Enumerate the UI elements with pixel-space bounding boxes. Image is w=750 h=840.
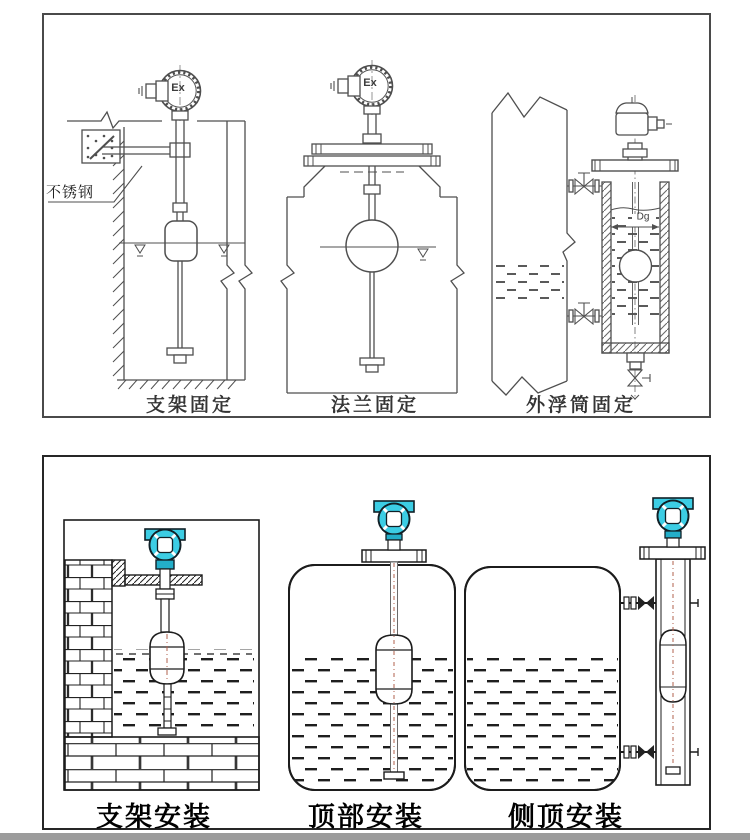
ex-marking-bracket: Ex: [171, 82, 185, 94]
valve-bottom: [567, 303, 602, 324]
chamber-head: [592, 97, 678, 171]
bottom-edge-strip: [0, 833, 750, 840]
float-chamber: [602, 182, 669, 353]
float-ball: [346, 220, 398, 272]
flange: [640, 547, 705, 559]
valve-top: [567, 173, 602, 194]
caption-bracket-install: 支架安装: [96, 802, 212, 832]
float-ball: [620, 250, 652, 282]
flange: [362, 550, 426, 562]
transmitter-head-ex: [331, 66, 393, 115]
caption-top-install: 顶部安装: [308, 802, 424, 832]
transmitter: [374, 501, 414, 550]
bracket-ledge: [112, 560, 125, 586]
caption-flange-fixing: 法兰固定: [330, 395, 420, 416]
stainless-steel-annotation: 不锈钢: [46, 184, 95, 201]
diagram-flange-fixing: [281, 60, 464, 393]
dg-dimension-label: Dg: [636, 211, 650, 223]
transmitter: [653, 498, 693, 547]
illus-side-top-install: [465, 498, 705, 790]
diagram-bracket-fixing: [48, 65, 252, 389]
illus-top-install: [289, 501, 455, 790]
caption-side-top-install: 侧顶安装: [508, 802, 624, 832]
ex-marking-flange: Ex: [363, 77, 377, 89]
caption-bracket-fixing: 支架固定: [145, 395, 235, 416]
illus-bracket-install: [64, 520, 259, 790]
bottom-panel-install-methods: [42, 455, 711, 830]
float-body: [165, 221, 197, 261]
flange: [304, 144, 440, 166]
diagram-external-chamber-fixing: [492, 93, 678, 400]
install-illustrations-svg: [44, 457, 709, 828]
brick-wall: [65, 560, 112, 737]
top-panel-fixing-methods: [42, 13, 711, 418]
brick-floor: [65, 737, 259, 790]
storage-tank: [492, 93, 575, 395]
float-body: [150, 632, 184, 684]
transmitter-head-ex: [139, 71, 201, 121]
fixing-diagrams-svg: [44, 15, 709, 416]
caption-external-chamber-fixing: 外浮筒固定: [525, 395, 637, 416]
